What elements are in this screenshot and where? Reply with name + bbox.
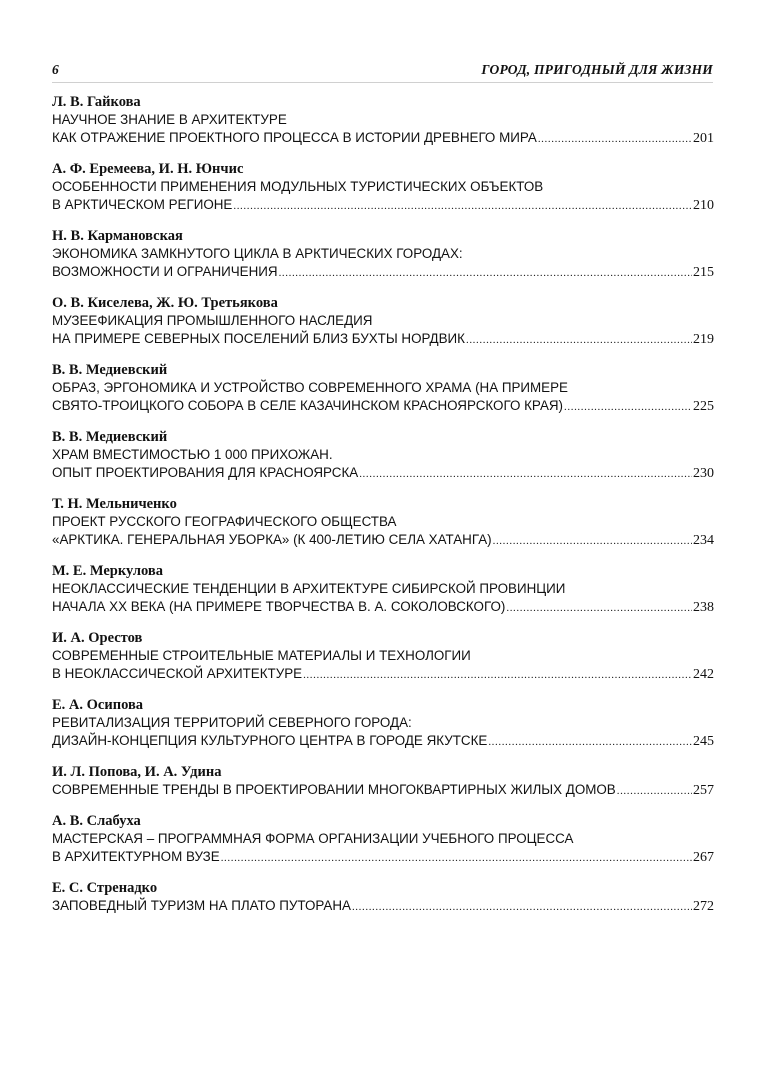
dot-leader	[466, 331, 692, 349]
toc-entry	[52, 629, 714, 683]
entry-title-line: МАСТЕРСКАЯ – ПРОГРАММНАЯ ФОРМА ОРГАНИЗАЦИИ УЧЕБНОГО ПРОЦЕССА	[52, 831, 574, 846]
entry-title-last-line	[52, 330, 714, 348]
entry-title-last-line	[52, 129, 714, 147]
entry-title-line: ОСОБЕННОСТИ ПРИМЕНЕНИЯ МОДУЛЬНЫХ ТУРИСТИЧЕСКИХ ОБЪЕКТОВ	[52, 179, 544, 194]
entry-title-line: ХРАМ ВМЕСТИМОСТЬЮ 1 000 ПРИХОЖАН.	[52, 447, 333, 462]
toc-entry	[52, 696, 714, 750]
toc-entry	[52, 160, 714, 214]
entry-author: И. А. Орестов	[52, 630, 143, 646]
entry-page-number: 242	[693, 667, 714, 682]
entry-author: Л. В. Гайкова	[52, 94, 141, 110]
entry-title-last-line	[52, 665, 714, 683]
dot-leader	[352, 898, 692, 916]
dot-leader	[564, 398, 692, 416]
entry-title-line: ОБРАЗ, ЭРГОНОМИКА И УСТРОЙСТВО СОВРЕМЕННОГО ХРАМА (НА ПРИМЕРЕ	[52, 380, 568, 395]
entry-title-last-line	[52, 196, 714, 214]
dot-leader	[221, 849, 692, 867]
entry-title-line: МУЗЕЕФИКАЦИЯ ПРОМЫШЛЕННОГО НАСЛЕДИЯ	[52, 313, 373, 328]
entry-author: В. В. Медиевский	[52, 429, 168, 445]
dot-leader	[303, 666, 692, 684]
entry-title-last-line	[52, 598, 714, 616]
toc-entry	[52, 361, 714, 415]
entry-page-number: 267	[693, 850, 714, 865]
entry-title-line: ОПЫТ ПРОЕКТИРОВАНИЯ ДЛЯ КРАСНОЯРСКА	[52, 465, 359, 480]
entry-title-line: «АРКТИКА. ГЕНЕРАЛЬНАЯ УБОРКА» (К 400-ЛЕТИЮ СЕЛА ХАТАНГА)	[52, 532, 492, 547]
entry-page-number: 210	[693, 198, 714, 213]
toc-entry	[52, 93, 714, 147]
toc-entry	[52, 812, 714, 866]
entry-page-number: 215	[693, 265, 714, 280]
entry-page-number: 230	[693, 466, 714, 481]
dot-leader	[279, 264, 692, 282]
entry-title-line: ЗАПОВЕДНЫЙ ТУРИЗМ НА ПЛАТО ПУТОРАНА	[52, 898, 351, 913]
toc-entry	[52, 879, 714, 915]
entry-page-number: 272	[693, 899, 714, 914]
running-header	[52, 60, 713, 83]
entry-title-line: СОВРЕМЕННЫЕ СТРОИТЕЛЬНЫЕ МАТЕРИАЛЫ И ТЕХНОЛОГИИ	[52, 648, 471, 663]
entry-title-last-line	[52, 732, 714, 750]
entry-title-line: НЕОКЛАССИЧЕСКИЕ ТЕНДЕНЦИИ В АРХИТЕКТУРЕ СИБИРСКОЙ ПРОВИНЦИИ	[52, 581, 566, 596]
entry-page-number: 234	[693, 533, 714, 548]
entry-title-last-line	[52, 263, 714, 281]
entry-page-number: 257	[693, 783, 714, 798]
entry-title-line: НА ПРИМЕРЕ СЕВЕРНЫХ ПОСЕЛЕНИЙ БЛИЗ БУХТЫ НОРДВИК	[52, 331, 465, 346]
toc-entry	[52, 495, 714, 549]
entry-page-number: 225	[693, 399, 714, 414]
entry-author: М. Е. Меркулова	[52, 563, 163, 579]
toc-entry	[52, 294, 714, 348]
entry-title-line: В НЕОКЛАССИЧЕСКОЙ АРХИТЕКТУРЕ	[52, 666, 303, 681]
entry-page-number: 219	[693, 332, 714, 347]
entry-page-number: 245	[693, 734, 714, 749]
table-of-contents	[52, 93, 714, 928]
page-number: 6	[52, 62, 59, 77]
dot-leader	[538, 130, 692, 148]
entry-title-last-line	[52, 897, 714, 915]
dot-leader	[488, 733, 692, 751]
entry-author: И. Л. Попова, И. А. Удина	[52, 764, 222, 780]
entry-author: Е. А. Осипова	[52, 697, 144, 713]
entry-author: А. Ф. Еремеева, И. Н. Юнчис	[52, 161, 244, 177]
entry-author: В. В. Медиевский	[52, 362, 168, 378]
entry-title-line: НАУЧНОЕ ЗНАНИЕ В АРХИТЕКТУРЕ	[52, 112, 287, 127]
entry-title-line: В АРКТИЧЕСКОМ РЕГИОНЕ	[52, 197, 233, 212]
entry-page-number: 238	[693, 600, 714, 615]
entry-title-line: СОВРЕМЕННЫЕ ТРЕНДЫ В ПРОЕКТИРОВАНИИ МНОГОКВАРТИРНЫХ ЖИЛЫХ ДОМОВ	[52, 782, 616, 797]
toc-entry	[52, 562, 714, 616]
entry-title-line: ДИЗАЙН-КОНЦЕПЦИЯ КУЛЬТУРНОГО ЦЕНТРА В ГОРОДЕ ЯКУТСКЕ	[52, 733, 488, 748]
toc-entry	[52, 428, 714, 482]
entry-title-last-line	[52, 781, 714, 799]
entry-page-number: 201	[693, 131, 714, 146]
entry-title-line: ВОЗМОЖНОСТИ И ОГРАНИЧЕНИЯ	[52, 264, 278, 279]
toc-entry	[52, 763, 714, 799]
entry-title-last-line	[52, 848, 714, 866]
entry-title-last-line	[52, 531, 714, 549]
entry-title-line: КАК ОТРАЖЕНИЕ ПРОЕКТНОГО ПРОЦЕССА В ИСТОРИИ ДРЕВНЕГО МИРА	[52, 130, 537, 145]
entry-author: Т. Н. Мельниченко	[52, 496, 177, 512]
running-title: ГОРОД, ПРИГОДНЫЙ ДЛЯ ЖИЗНИ	[481, 62, 713, 77]
entry-author: О. В. Киселева, Ж. Ю. Третьякова	[52, 295, 278, 311]
dot-leader	[493, 532, 692, 550]
entry-title-last-line	[52, 464, 714, 482]
entry-author: Н. В. Кармановская	[52, 228, 183, 244]
entry-title-last-line	[52, 397, 714, 415]
toc-entry	[52, 227, 714, 281]
entry-title-line: В АРХИТЕКТУРНОМ ВУЗЕ	[52, 849, 220, 864]
entry-author: Е. С. Стренадко	[52, 880, 158, 896]
dot-leader	[506, 599, 692, 617]
entry-title-line: СВЯТО-ТРОИЦКОГО СОБОРА В СЕЛЕ КАЗАЧИНСКОМ КРАСНОЯРСКОГО КРАЯ)	[52, 398, 564, 413]
dot-leader	[233, 197, 692, 215]
entry-title-line: ЭКОНОМИКА ЗАМКНУТОГО ЦИКЛА В АРКТИЧЕСКИХ ГОРОДАХ:	[52, 246, 463, 261]
entry-title-line: НАЧАЛА XX ВЕКА (НА ПРИМЕРЕ ТВОРЧЕСТВА В. А. СОКОЛОВСКОГО)	[52, 599, 506, 614]
dot-leader	[617, 782, 692, 800]
entry-title-line: РЕВИТАЛИЗАЦИЯ ТЕРРИТОРИЙ СЕВЕРНОГО ГОРОДА:	[52, 715, 412, 730]
dot-leader	[359, 465, 692, 483]
entry-title-line: ПРОЕКТ РУССКОГО ГЕОГРАФИЧЕСКОГО ОБЩЕСТВА	[52, 514, 397, 529]
entry-author: А. В. Слабуха	[52, 813, 141, 829]
